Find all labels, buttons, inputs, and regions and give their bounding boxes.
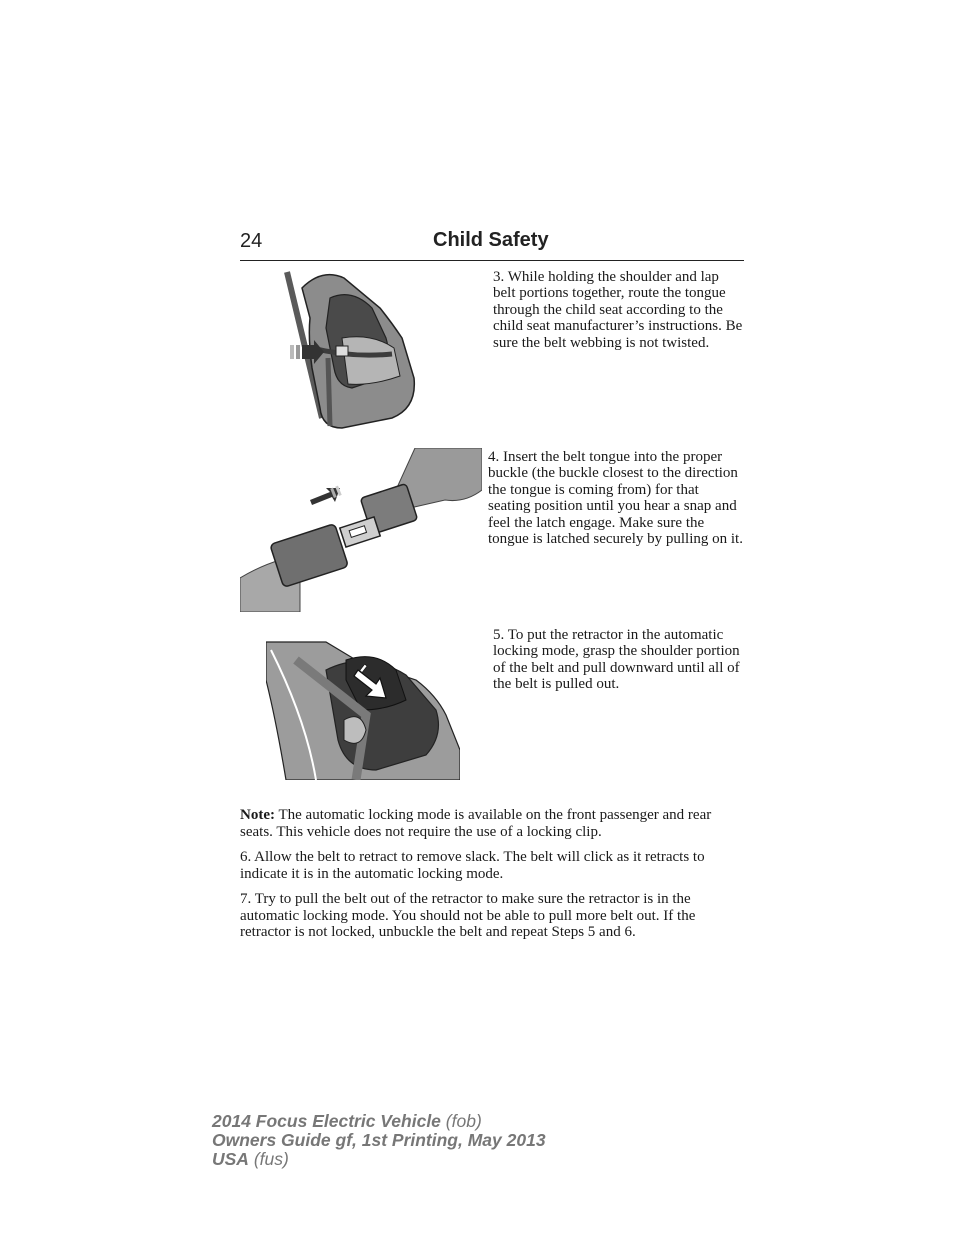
page-number: 24 [240,230,263,252]
note-text: The automatic locking mode is available on the front passenger and rear seats. This vehicle does not require the use of a locking clip. [240,807,712,840]
footer-line-3: USA (fus) [212,1149,289,1169]
footer-line-2: Owners Guide gf, 1st Printing, May 2013 [212,1130,546,1150]
footer-line-1: 2014 Focus Electric Vehicle (fob) [212,1111,482,1131]
note-label: Note: [240,807,275,823]
step-5-text: 5. To put the retractor in the automatic locking mode, grasp the shoulder portion of the belt and pull downward until all of the belt is pulled out. [493,627,740,693]
page-header [240,228,744,261]
step-6-paragraph: 6. Allow the belt to retract to remove slack. The belt will click as it retracts to indicate it is in the automatic locking mode. [240,849,705,882]
step-7-paragraph: 7. Try to pull the belt out of the retractor to make sure the retractor is in the automatic locking mode. You should not be able to pull more belt out. If the retractor is not locked, unbuckle the belt and repeat Steps 5 and 6. [240,891,696,941]
note-paragraph [240,807,744,840]
retractor-pull-illustration [266,640,460,780]
section-title: Child Safety [433,229,549,251]
document-footer [212,1112,546,1169]
step-4-text: 4. Insert the belt tongue into the proper buckle (the buckle closest to the direction the tongue is coming from) for that seating position until you hear a snap and feel the latch engage. Make sure the tongue is latched securely by pulling on it. [488,449,743,548]
child-seat-routing-illustration [282,268,424,430]
step-3-text: 3. While holding the shoulder and lap belt portions together, route the tongue through the child seat according to the child seat manufacturer’s instructions. Be sure the belt webbing is not twisted. [493,269,743,351]
belt-buckle-illustration [240,448,482,612]
